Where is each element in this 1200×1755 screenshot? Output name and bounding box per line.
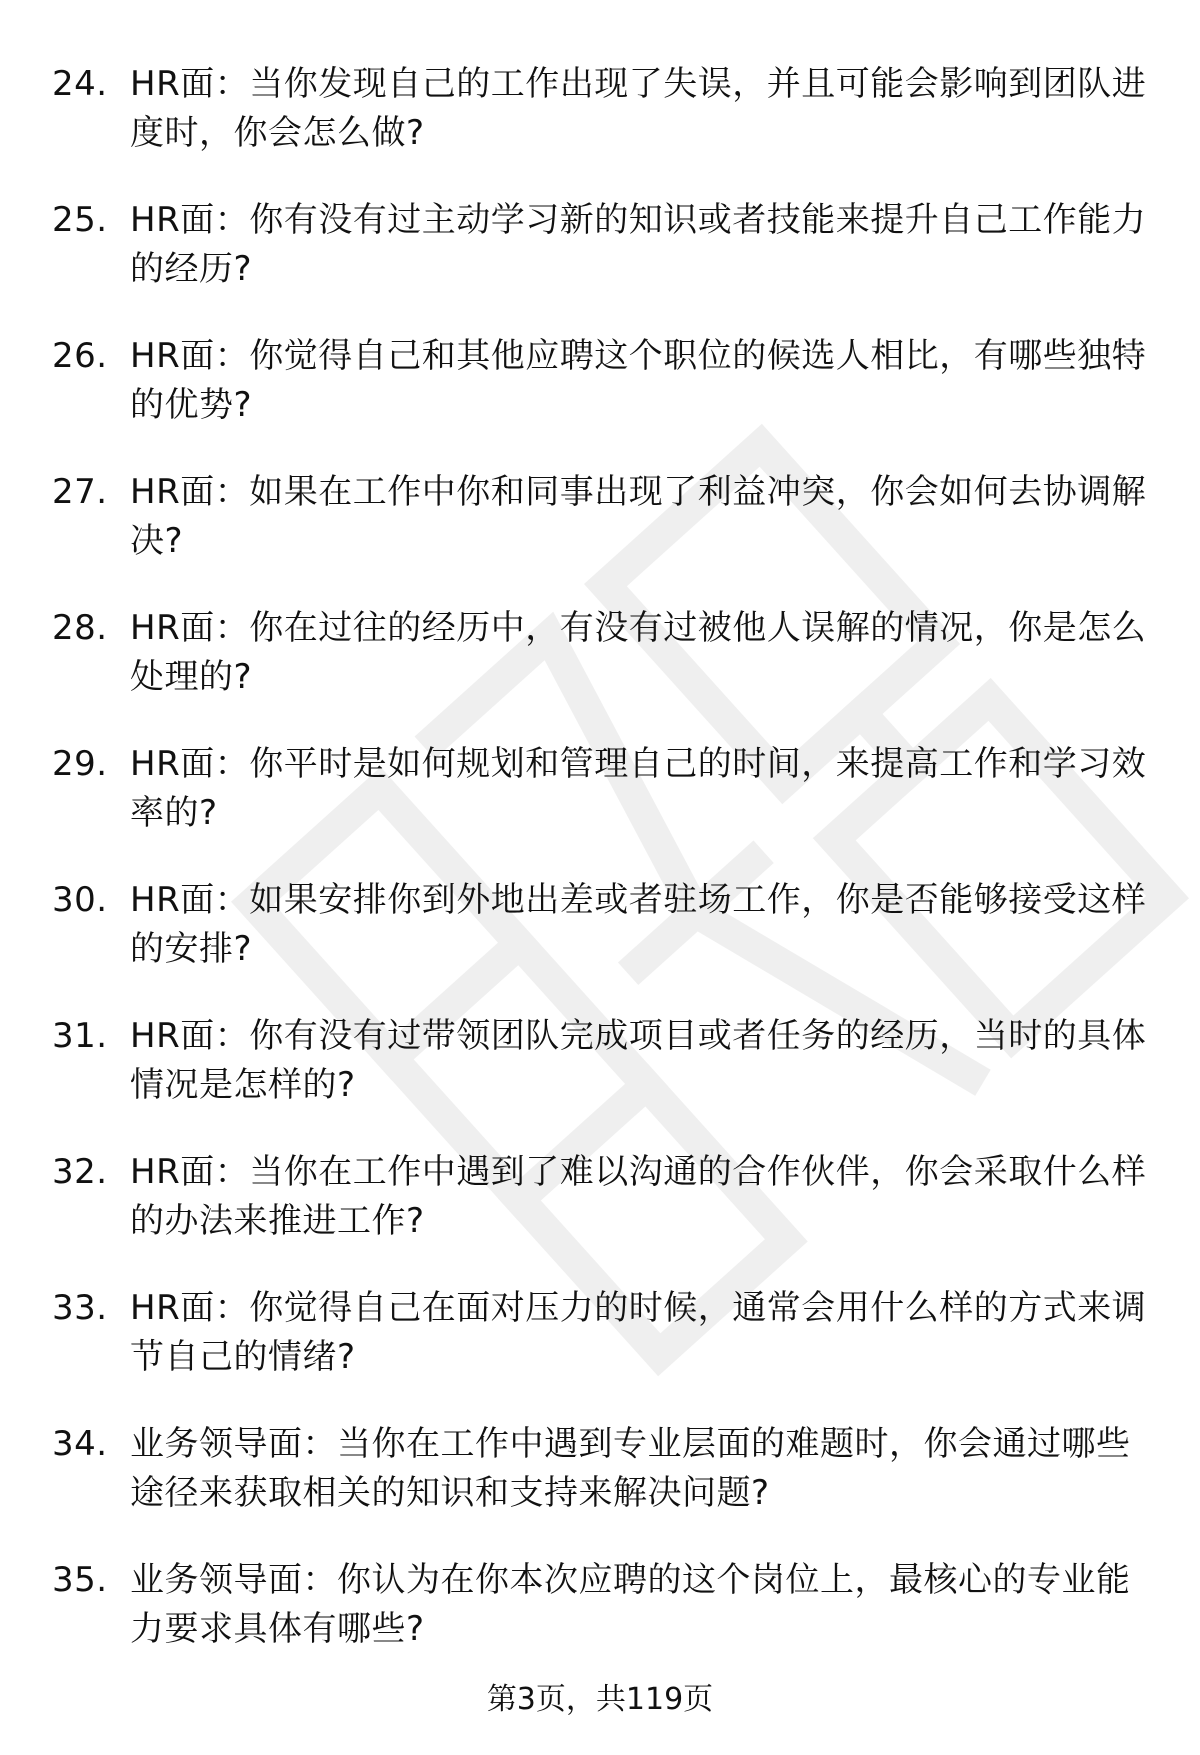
list-item	[52, 1420, 1152, 1518]
item-text: HR面：你觉得自己和其他应聘这个职位的候选人相比，有哪些独特的优势?	[130, 336, 1147, 425]
item-text: 业务领导面：当你在工作中遇到专业层面的难题时，你会通过哪些途径来获取相关的知识和支持来解决问题?	[130, 1424, 1131, 1513]
list-item	[52, 740, 1152, 838]
page-footer: 第3页，共119页	[486, 1682, 714, 1717]
list-item	[52, 1148, 1152, 1246]
list-item	[52, 1556, 1152, 1654]
item-number: 29.	[52, 744, 108, 784]
item-text: HR面：当你发现自己的工作出现了失误，并且可能会影响到团队进度时，你会怎么做?	[130, 64, 1147, 153]
list-item	[52, 468, 1152, 566]
item-text: HR面：你觉得自己在面对压力的时候，通常会用什么样的方式来调节自己的情绪?	[130, 1288, 1147, 1377]
list-item	[52, 1284, 1152, 1382]
item-number: 27.	[52, 472, 108, 512]
item-number: 32.	[52, 1152, 108, 1192]
list-item	[52, 60, 1152, 158]
item-number: 30.	[52, 880, 108, 920]
item-text: HR面：你有没有过主动学习新的知识或者技能来提升自己工作能力的经历?	[130, 200, 1147, 289]
item-number: 28.	[52, 608, 108, 648]
question-list	[52, 60, 1152, 1692]
list-item	[52, 1012, 1152, 1110]
item-text: HR面：你在过往的经历中，有没有过被他人误解的情况，你是怎么处理的?	[130, 608, 1147, 697]
item-text: 业务领导面：你认为在你本次应聘的这个岗位上，最核心的专业能力要求具体有哪些?	[130, 1560, 1131, 1649]
item-number: 31.	[52, 1016, 108, 1056]
item-text: HR面：你有没有过带领团队完成项目或者任务的经历，当时的具体情况是怎样的?	[130, 1016, 1147, 1105]
item-number: 25.	[52, 200, 108, 240]
item-number: 35.	[52, 1560, 108, 1600]
item-number: 34.	[52, 1424, 108, 1464]
item-number: 33.	[52, 1288, 108, 1328]
item-text: HR面：如果安排你到外地出差或者驻场工作，你是否能够接受这样的安排?	[130, 880, 1147, 969]
item-text: HR面：当你在工作中遇到了难以沟通的合作伙伴，你会采取什么样的办法来推进工作?	[130, 1152, 1147, 1241]
list-item	[52, 604, 1152, 702]
list-item	[52, 196, 1152, 294]
item-text: HR面：如果在工作中你和同事出现了利益冲突，你会如何去协调解决?	[130, 472, 1147, 561]
item-text: HR面：你平时是如何规划和管理自己的时间，来提高工作和学习效率的?	[130, 744, 1147, 833]
list-item	[52, 876, 1152, 974]
item-number: 24.	[52, 64, 108, 104]
item-number: 26.	[52, 336, 108, 376]
list-item	[52, 332, 1152, 430]
